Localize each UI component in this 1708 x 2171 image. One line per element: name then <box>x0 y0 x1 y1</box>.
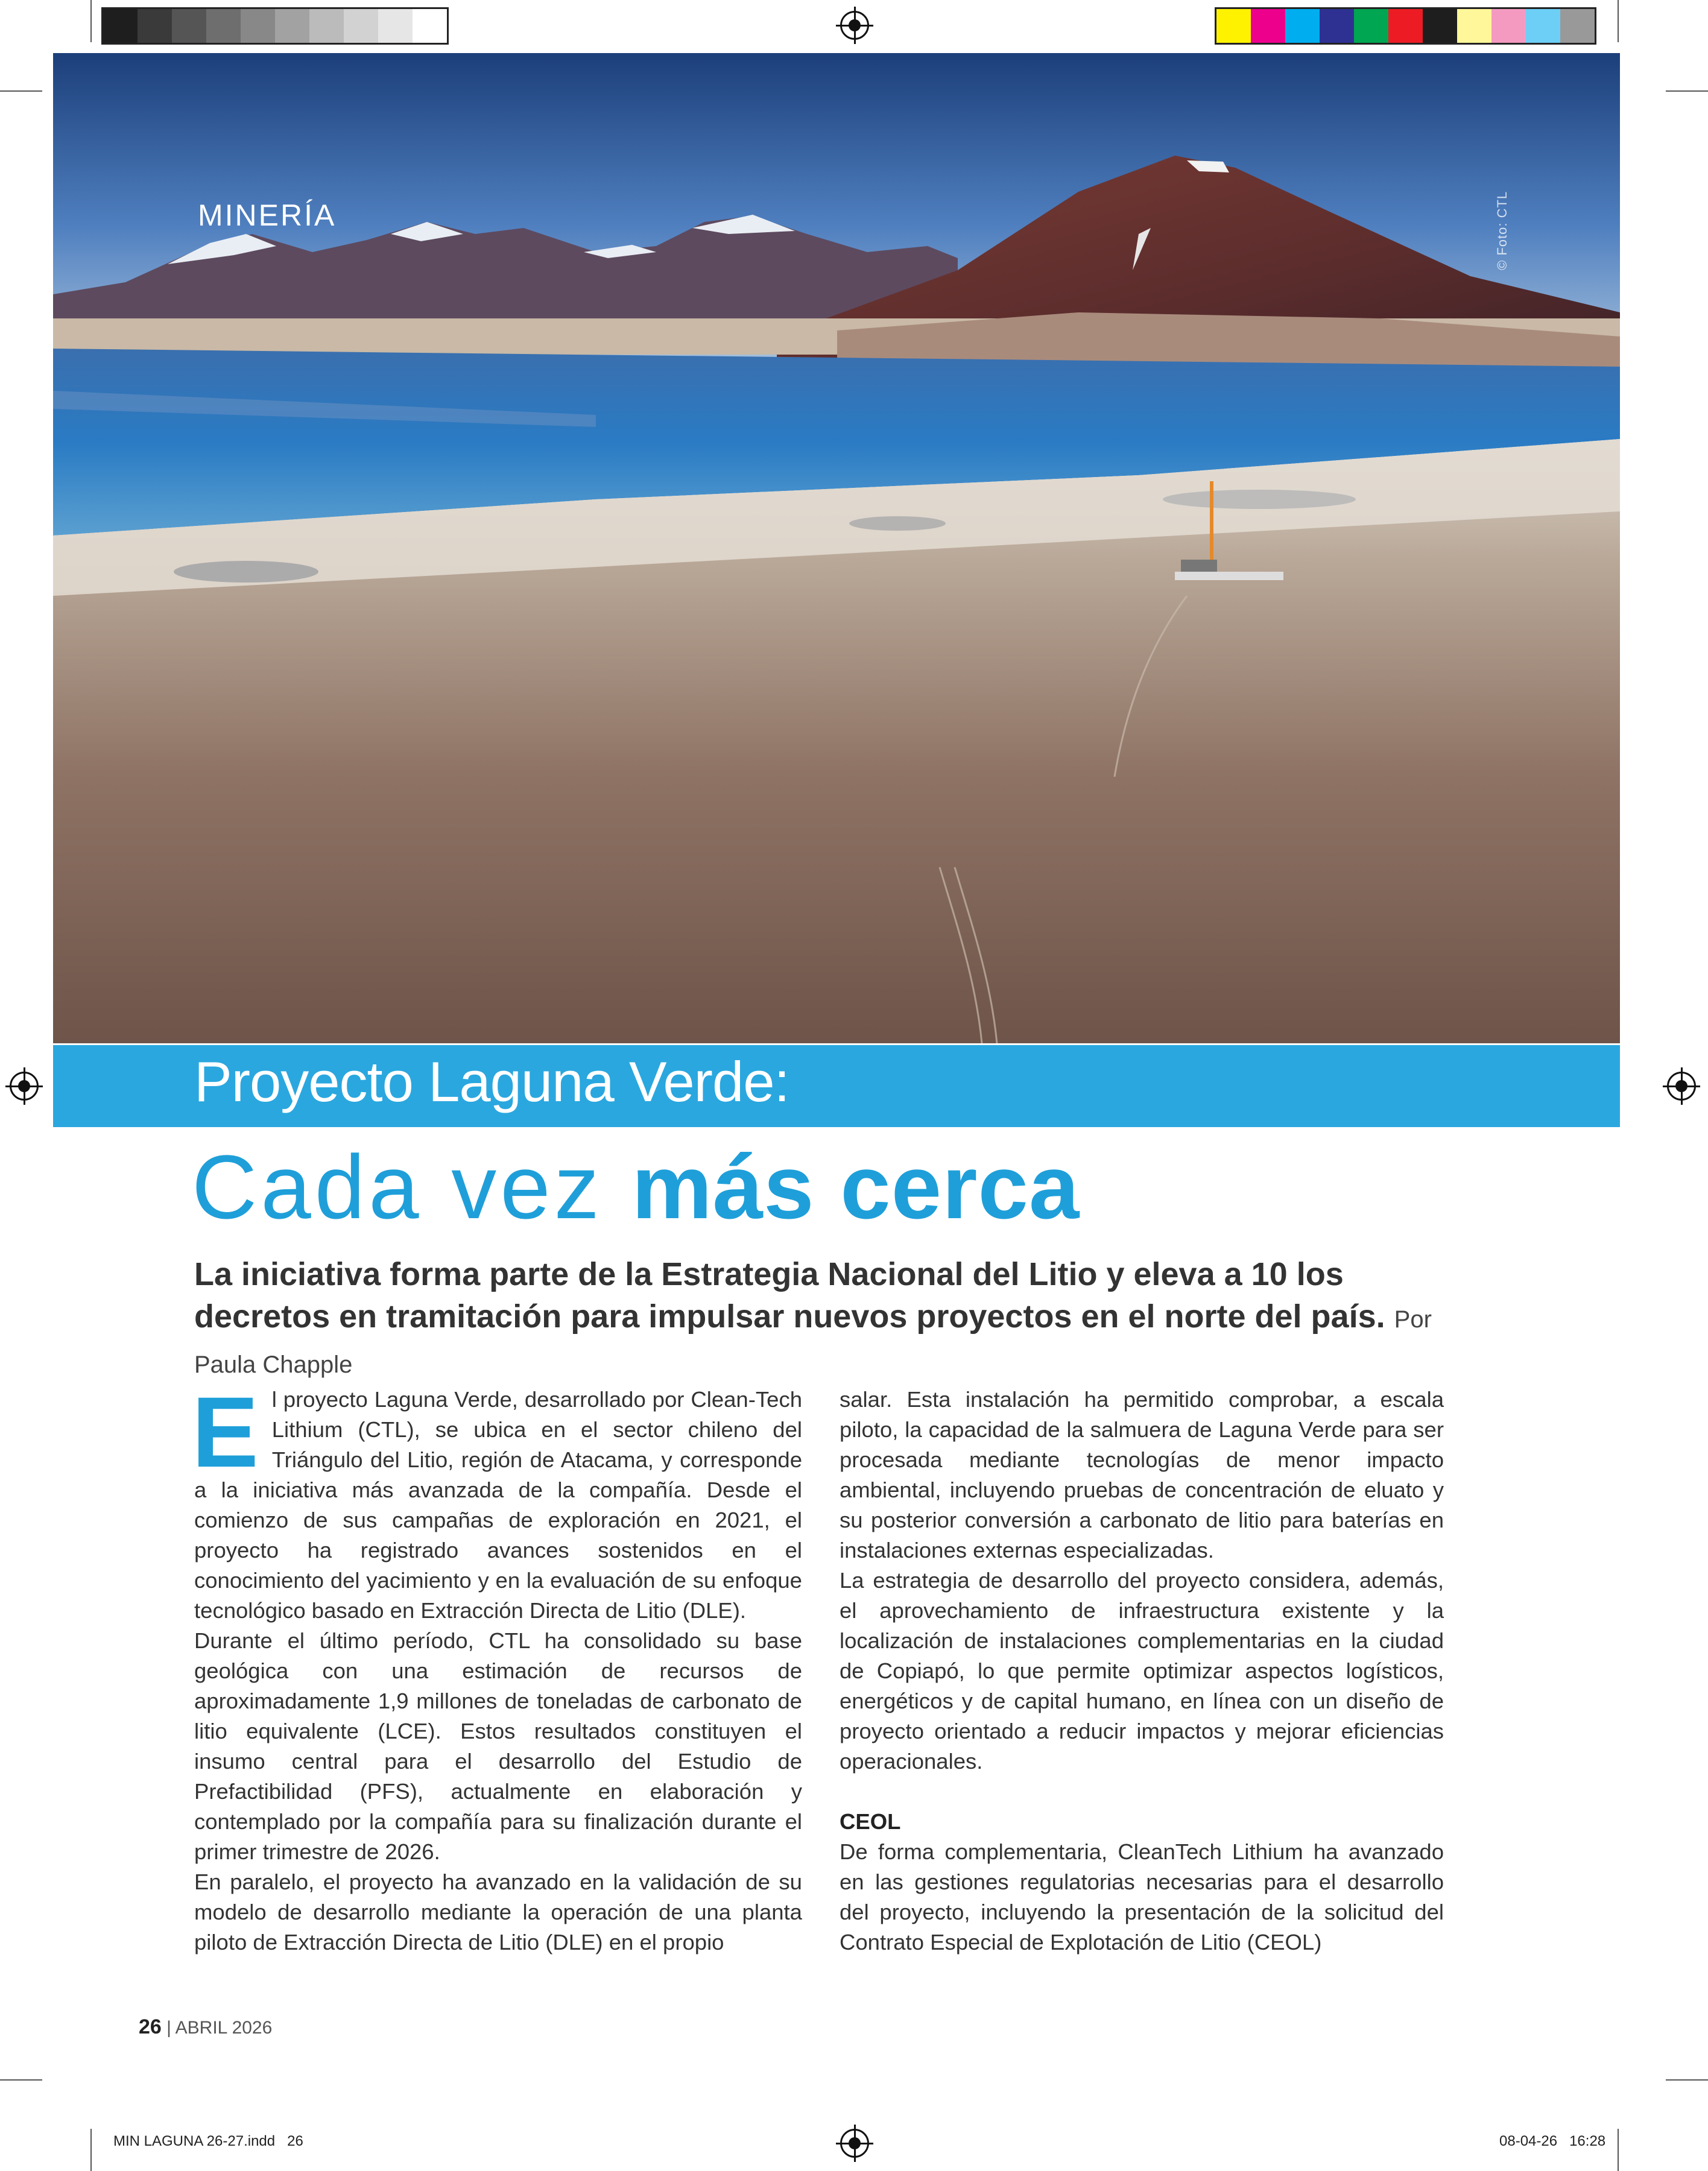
issue-date: ABRIL 2026 <box>175 2018 273 2038</box>
section-subhead: CEOL <box>840 1809 901 1834</box>
body-paragraph: Durante el último período, CTL ha consolidado su base geológica con una estimación de recursos de aproximadamente 1,9 millones de toneladas de carbonato de litio equivalente (LCE). Estos resultados constituyen el insumo central para el desarrollo del Estudio de Prefactibilidad (PFS), actualmente en elaboración y contemplado por la compañía para su finalización durante el primer trimestre de 2026. <box>194 1628 802 1864</box>
color-swatch <box>138 9 172 43</box>
color-swatch <box>378 9 413 43</box>
color-swatch <box>1526 9 1560 43</box>
print-slug-datetime: 08-04-26 16:28 <box>1499 2133 1606 2149</box>
article-headline <box>192 1135 1080 1239</box>
color-swatch <box>275 9 309 43</box>
article-kicker: Proyecto Laguna Verde: <box>194 1050 789 1113</box>
body-column-right <box>840 1385 1444 1958</box>
registration-mark <box>840 2129 869 2158</box>
headline-light: Cada vez <box>192 1136 632 1237</box>
crop-mark <box>1618 2129 1619 2171</box>
article-deck <box>194 1253 1467 1386</box>
deck-text: La iniciativa forma parte de la Estrategia Nacional del Litio y eleva a 10 los decretos en tramitación para impulsar nuevos proyectos en el norte del país. <box>194 1256 1385 1335</box>
crop-mark <box>0 90 42 92</box>
color-swatch <box>1560 9 1595 43</box>
hero-photo <box>53 53 1620 1043</box>
color-swatch <box>1354 9 1388 43</box>
registration-mark <box>10 1072 39 1101</box>
crop-mark <box>0 2079 42 2081</box>
photo-credit: © Foto: CTL <box>1494 191 1510 270</box>
crop-mark <box>1666 2079 1708 2081</box>
color-swatch <box>1491 9 1526 43</box>
color-swatch <box>1320 9 1354 43</box>
page-folio: 26 | ABRIL 2026 <box>139 2015 273 2038</box>
page-number: 26 <box>139 2015 162 2038</box>
color-swatch-strip <box>1215 7 1596 45</box>
body-paragraph: De forma complementaria, CleanTech Lithium ha avanzado en las gestiones regulatorias necesarias para el desarrollo del proyecto, incluyendo la presentación de la solicitud del Contrato Especial de Explotación de Litio (CEOL) <box>840 1839 1444 1955</box>
drop-cap: E <box>192 1377 259 1488</box>
color-swatch <box>1216 9 1251 43</box>
body-paragraph: salar. Esta instalación ha permitido comprobar, a escala piloto, la capacidad de la salmuera de Laguna Verde para ser procesada mediante tecnologías de menor impacto ambiental, incluyendo pruebas de concentración de eluato y su posterior conversión a carbonato de litio para baterías en instalaciones externas especializadas. <box>840 1387 1444 1563</box>
color-swatch <box>1457 9 1491 43</box>
color-swatch <box>1251 9 1285 43</box>
color-swatch <box>241 9 275 43</box>
section-label: MINERÍA <box>198 198 337 232</box>
color-swatch <box>309 9 344 43</box>
body-paragraph: l proyecto Laguna Verde, desarrollado por Clean-Tech Lithium (CTL), se ubica en el sector chileno del Triángulo del Litio, región de Atacama, y corresponde a la iniciativa más avanzada de la compañía. Desde el comienzo de sus campañas de exploración en 2021, el proyecto ha registrado avances sostenidos en el conocimiento del yacimiento y en la evaluación de su enfoque tecnológico basado en Extracción Directa de Litio (DLE). <box>194 1387 802 1623</box>
body-column-left <box>192 1377 802 1958</box>
color-swatch <box>413 9 447 43</box>
color-swatch <box>344 9 378 43</box>
crop-mark <box>1618 0 1619 42</box>
byline: Por Paula Chapple <box>194 1306 1432 1378</box>
color-swatch <box>1388 9 1423 43</box>
color-swatch <box>1285 9 1320 43</box>
crop-mark <box>1666 90 1708 92</box>
color-swatch <box>1423 9 1457 43</box>
color-swatch <box>103 9 138 43</box>
body-paragraph: La estrategia de desarrollo del proyecto considera, además, el aprovechamiento de infraestructura existente y la localización de instalaciones complementarias en la ciudad de Copiapó, lo que permite optimizar aspectos logísticos, energéticos y de capital humano, en línea con un diseño de proyecto orientado a reducir impactos y mejorar eficiencias operacionales. <box>840 1568 1444 1774</box>
crop-mark <box>90 2129 92 2171</box>
registration-mark <box>840 11 869 40</box>
headline-bold: más cerca <box>631 1136 1080 1237</box>
registration-mark <box>1667 1072 1696 1101</box>
crop-mark <box>90 0 92 42</box>
body-paragraph: En paralelo, el proyecto ha avanzado en la validación de su modelo de desarrollo mediante la operación de una planta piloto de Extracción Directa de Litio (DLE) en el propio <box>194 1869 802 1955</box>
color-swatch <box>206 9 241 43</box>
gray-swatch-strip <box>101 7 449 45</box>
color-swatch <box>172 9 206 43</box>
print-slug-file: MIN LAGUNA 26-27.indd 26 <box>113 2133 303 2149</box>
